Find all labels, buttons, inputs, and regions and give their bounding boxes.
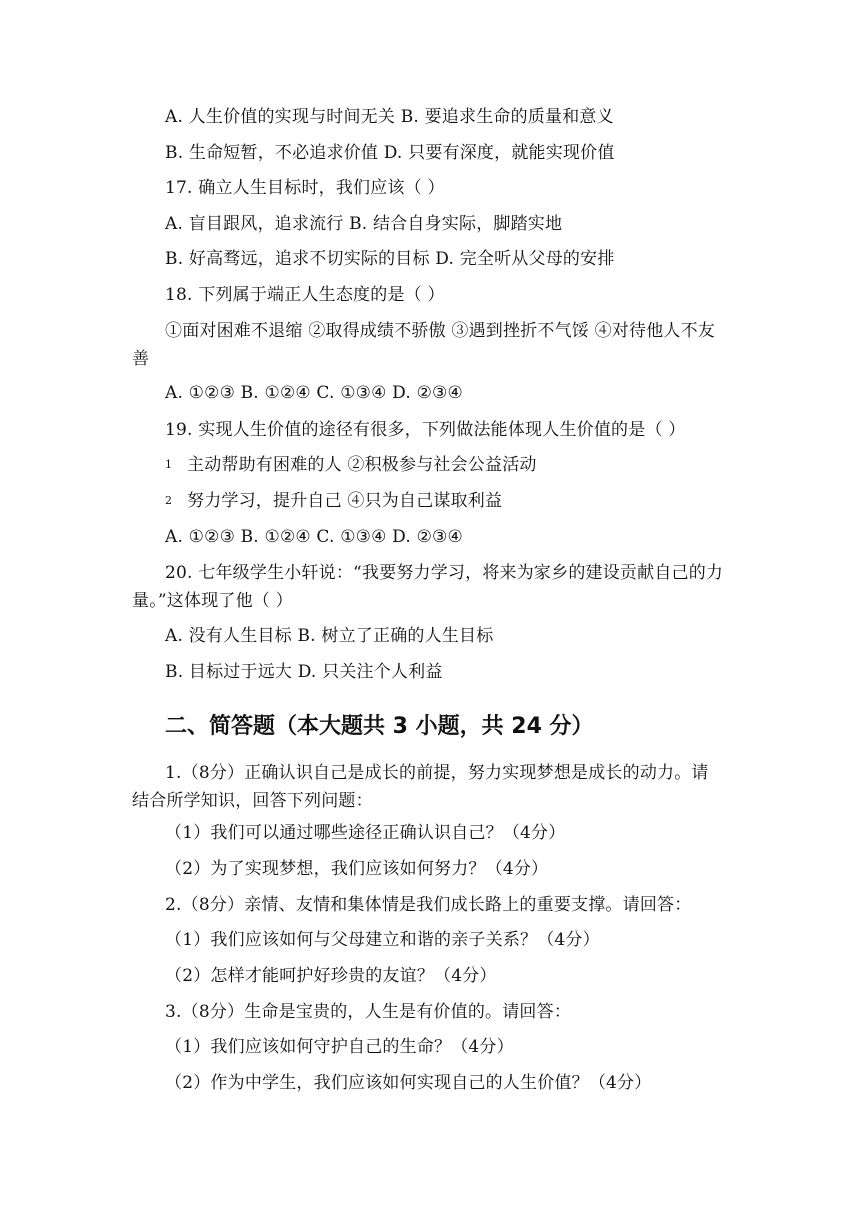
q17-options-line-2: B. 好高骛远，追求不切实际的目标 D. 完全听从父母的安排 bbox=[165, 249, 615, 269]
q20-options-line-1: A. 没有人生目标 B. 树立了正确的人生目标 bbox=[165, 626, 494, 646]
q18-items-line-2: 善 bbox=[132, 349, 150, 369]
sq1-sub-2: （2）为了实现梦想，我们应该如何努力？（4分） bbox=[165, 859, 549, 879]
q16-options-line-1: A. 人生价值的实现与时间无关 B. 要追求生命的质量和意义 bbox=[165, 107, 614, 127]
q18-items-line-1: ①面对困难不退缩 ②取得成绩不骄傲 ③遇到挫折不气馁 ④对待他人不友 bbox=[165, 321, 716, 341]
sq1-sub-1: （1）我们可以通过哪些途径正确认识自己？（4分） bbox=[165, 823, 566, 843]
sq3-sub-1: （1）我们应该如何守护自己的生命？（4分） bbox=[165, 1037, 514, 1057]
q19-item-2-text: 努力学习，提升自己 ④只为自己谋取利益 bbox=[187, 491, 503, 511]
q19-item-1 bbox=[165, 454, 537, 476]
section-2-title: 二、简答题（本大题共 3 小题，共 24 分） bbox=[165, 714, 594, 739]
sq1-line-1: 1.（8分）正确认识自己是成长的前提，努力实现梦想是成长的动力。请 bbox=[165, 763, 709, 783]
q17-stem: 17. 确立人生目标时，我们应该（ ） bbox=[165, 178, 445, 198]
q19-item-2-number: 2 bbox=[165, 494, 173, 507]
q20-stem-line-2: 量。”这体现了他（ ） bbox=[132, 591, 293, 611]
q19-options: A. ①②③ B. ①②④ C. ①③④ D. ②③④ bbox=[165, 527, 463, 547]
q19-stem: 19. 实现人生价值的途径有很多，下列做法能体现人生价值的是（ ） bbox=[165, 420, 686, 440]
q16-options-line-2: B. 生命短暂，不必追求价值 D. 只要有深度，就能实现价值 bbox=[165, 143, 615, 163]
q20-stem-line-1: 20. 七年级学生小轩说：“我要努力学习，将来为家乡的建设贡献自己的力 bbox=[165, 563, 724, 583]
q19-item-1-number: 1 bbox=[165, 458, 173, 471]
q17-options-line-1: A. 盲目跟风，追求流行 B. 结合自身实际，脚踏实地 bbox=[165, 214, 563, 234]
q18-stem: 18. 下列属于端正人生态度的是（ ） bbox=[165, 285, 445, 305]
q18-options: A. ①②③ B. ①②④ C. ①③④ D. ②③④ bbox=[165, 383, 463, 403]
sq3-sub-2: （2）作为中学生，我们应该如何实现自己的人生价值？（4分） bbox=[165, 1073, 652, 1093]
sq1-line-2: 结合所学知识，回答下列问题： bbox=[132, 791, 373, 811]
q20-options-line-2: B. 目标过于远大 D. 只关注个人利益 bbox=[165, 662, 443, 682]
sq3-line-1: 3.（8分）生命是宝贵的，人生是有价值的。请回答： bbox=[165, 1002, 572, 1022]
sq2-line-1: 2.（8分）亲情、友情和集体情是我们成长路上的重要支撑。请回答： bbox=[165, 895, 692, 915]
q19-item-2 bbox=[165, 490, 502, 512]
q19-item-1-text: 主动帮助有困难的人 ②积极参与社会公益活动 bbox=[187, 455, 537, 475]
sq2-sub-1: （1）我们应该如何与父母建立和谐的亲子关系？（4分） bbox=[165, 930, 600, 950]
sq2-sub-2: （2）怎样才能呵护好珍贵的友谊？（4分） bbox=[165, 966, 497, 986]
